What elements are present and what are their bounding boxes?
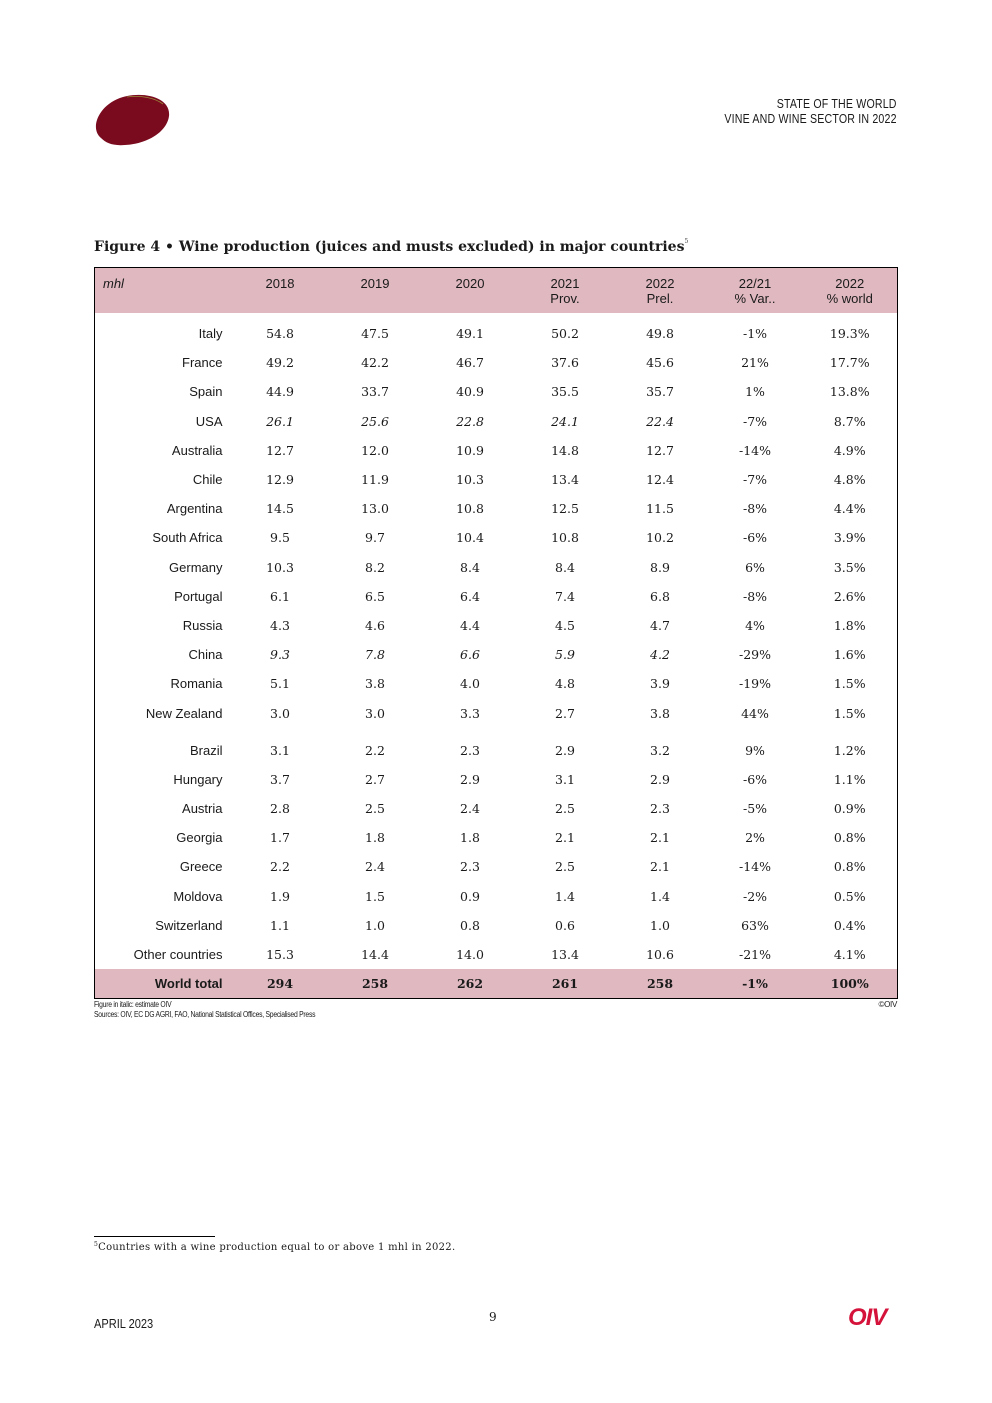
table-cell: 6% bbox=[745, 559, 765, 575]
table-cell: 10.3 bbox=[456, 472, 484, 488]
table-cell: 8.9 bbox=[650, 559, 670, 575]
table-cell: 13.4 bbox=[551, 947, 579, 963]
table-row bbox=[95, 377, 898, 406]
table-cell: -21% bbox=[738, 947, 771, 963]
table-notes bbox=[94, 1000, 315, 1020]
table-cell: -7% bbox=[742, 472, 768, 488]
table-cell: -2% bbox=[742, 888, 768, 904]
table-cell: 13.4 bbox=[551, 472, 579, 488]
table-cell: 0.4% bbox=[833, 917, 866, 933]
footer-date: APRIL 2023 bbox=[94, 1316, 154, 1331]
table-cell: 13.8% bbox=[829, 384, 870, 400]
table-cell: 2.9 bbox=[555, 742, 575, 758]
table-cell: 2.5 bbox=[365, 801, 385, 817]
table-row bbox=[95, 852, 898, 881]
table-cell: 294 bbox=[233, 969, 328, 999]
table-cell: 26.1 bbox=[266, 413, 294, 429]
table-row bbox=[95, 911, 898, 940]
table-row bbox=[95, 523, 898, 552]
table-cell: 1.2% bbox=[833, 742, 866, 758]
table-cell: 2.3 bbox=[460, 742, 480, 758]
table-cell: 2.5 bbox=[555, 859, 575, 875]
table-cell: 2.6% bbox=[833, 588, 866, 604]
column-header bbox=[518, 268, 613, 314]
table-cell: 47.5 bbox=[361, 326, 389, 342]
table-cell: 1.4 bbox=[555, 888, 575, 904]
table-cell: 3.3 bbox=[460, 705, 480, 721]
table-row bbox=[95, 728, 898, 765]
table-cell: -1% bbox=[708, 969, 803, 999]
country-name: France bbox=[182, 355, 223, 371]
table-cell: 2.7 bbox=[365, 771, 385, 787]
table-cell: 1.1% bbox=[833, 771, 866, 787]
total-row bbox=[95, 969, 898, 999]
table-cell: 4.4% bbox=[833, 501, 866, 517]
column-header-line1: 2020 bbox=[455, 276, 485, 291]
table-cell: 3.1 bbox=[270, 742, 290, 758]
table-cell: 4.8% bbox=[833, 472, 866, 488]
country-name: Germany bbox=[169, 559, 223, 575]
table-cell: 22.8 bbox=[456, 413, 484, 429]
table-cell: 12.5 bbox=[551, 501, 579, 517]
table-cell: 6.4 bbox=[460, 588, 480, 604]
table-cell: 0.8% bbox=[833, 830, 866, 846]
column-header-line1: 2022 bbox=[835, 276, 865, 291]
table-cell: 19.3% bbox=[829, 326, 870, 342]
table-cell: 45.6 bbox=[646, 355, 674, 371]
sources-note: Sources: OIV, EC DG AGRI, FAO, National Statistical Offices, Specialised Press bbox=[94, 1010, 316, 1019]
wine-production-table bbox=[94, 267, 898, 999]
table-cell: 261 bbox=[518, 969, 613, 999]
table-cell: 1.5 bbox=[365, 888, 385, 904]
table-cell: 4.8 bbox=[555, 676, 575, 692]
table-cell: 4.9% bbox=[833, 442, 866, 458]
table-row bbox=[95, 465, 898, 494]
table-row bbox=[95, 698, 898, 727]
table-cell: 1.9 bbox=[270, 888, 290, 904]
table-cell: 3.2 bbox=[650, 742, 670, 758]
table-cell: 4.6 bbox=[365, 617, 385, 633]
table-cell: 1.7 bbox=[270, 830, 290, 846]
column-header-line1: 2018 bbox=[265, 276, 295, 291]
column-header bbox=[803, 268, 898, 314]
table-cell: 11.5 bbox=[646, 501, 674, 517]
table-cell: 7.4 bbox=[555, 588, 575, 604]
table-cell: 10.8 bbox=[456, 501, 484, 517]
table-cell: 8.2 bbox=[365, 559, 385, 575]
table-cell: 50.2 bbox=[551, 326, 579, 342]
table-cell: 258 bbox=[613, 969, 708, 999]
country-name: Australia bbox=[171, 442, 223, 458]
country-name: Spain bbox=[189, 384, 223, 400]
table-cell: 10.9 bbox=[456, 442, 484, 458]
table-cell: 10.8 bbox=[551, 530, 579, 546]
table-cell: 4.4 bbox=[460, 617, 480, 633]
table-cell: -6% bbox=[742, 530, 768, 546]
table-cell: 6.1 bbox=[270, 588, 290, 604]
table-cell: 12.0 bbox=[361, 442, 389, 458]
table-cell: 4.2 bbox=[650, 647, 670, 663]
table-cell: 1.6% bbox=[833, 647, 866, 663]
table-cell: -1% bbox=[742, 326, 768, 342]
footnote-text: Countries with a wine production equal to or above 1 mhl in 2022. bbox=[98, 1242, 456, 1253]
table-cell: 4.5 bbox=[555, 617, 575, 633]
table-cell: 3.1 bbox=[555, 771, 575, 787]
table-row bbox=[95, 669, 898, 698]
table-cell: 0.5% bbox=[833, 888, 866, 904]
table-cell: -6% bbox=[742, 771, 768, 787]
table-cell: 4.1% bbox=[833, 947, 866, 963]
oiv-logo: OIV bbox=[848, 1304, 887, 1331]
table-cell: 1.5% bbox=[833, 676, 866, 692]
table-cell: 2.1 bbox=[650, 830, 670, 846]
footnote-divider bbox=[94, 1236, 215, 1237]
table-row bbox=[95, 765, 898, 794]
table-cell: 63% bbox=[741, 917, 769, 933]
table-cell: 10.6 bbox=[646, 947, 674, 963]
country-name: Russia bbox=[182, 617, 223, 633]
table-cell: 14.5 bbox=[266, 501, 294, 517]
table-cell: 2.1 bbox=[555, 830, 575, 846]
table-cell: 24.1 bbox=[551, 413, 579, 429]
table-cell: 2% bbox=[745, 830, 765, 846]
column-header-line2: % Var.. bbox=[734, 291, 776, 306]
table-cell: -14% bbox=[738, 442, 771, 458]
country-name: Chile bbox=[192, 472, 223, 488]
table-cell: 2.9 bbox=[650, 771, 670, 787]
table-cell: 2.5 bbox=[555, 801, 575, 817]
table-cell: 3.0 bbox=[365, 705, 385, 721]
table-cell: 3.7 bbox=[270, 771, 290, 787]
table-cell: -5% bbox=[742, 801, 768, 817]
table-row bbox=[95, 940, 898, 969]
table-cell: 100% bbox=[803, 969, 898, 999]
column-header bbox=[423, 268, 518, 314]
table-cell: 1.8 bbox=[460, 830, 480, 846]
table-row bbox=[95, 407, 898, 436]
table-cell: 37.6 bbox=[551, 355, 579, 371]
column-header-line2: Prel. bbox=[646, 291, 674, 306]
column-header-line2: Prov. bbox=[550, 291, 580, 306]
table-cell: 54.8 bbox=[266, 326, 294, 342]
table-cell: 10.2 bbox=[646, 530, 674, 546]
table-cell: 7.8 bbox=[365, 647, 385, 663]
table-cell: 0.9 bbox=[460, 888, 480, 904]
table-cell: 1.8% bbox=[833, 617, 866, 633]
table-row bbox=[95, 553, 898, 582]
table-cell: 9% bbox=[745, 742, 765, 758]
table-cell: -8% bbox=[742, 588, 768, 604]
table-cell: 12.9 bbox=[266, 472, 294, 488]
table-cell: 262 bbox=[423, 969, 518, 999]
country-name: Brazil bbox=[189, 742, 223, 758]
table-cell: -8% bbox=[742, 501, 768, 517]
table-cell: 12.7 bbox=[646, 442, 674, 458]
table-cell: 2.3 bbox=[460, 859, 480, 875]
table-cell: 4.0 bbox=[460, 676, 480, 692]
table-cell: 1.1 bbox=[270, 917, 290, 933]
unit-label: mhl bbox=[95, 268, 233, 314]
figure-title bbox=[94, 238, 688, 255]
table-cell: 5.1 bbox=[270, 676, 290, 692]
table-cell: 2.1 bbox=[650, 859, 670, 875]
country-name: New Zealand bbox=[145, 705, 223, 721]
table-row bbox=[95, 436, 898, 465]
table-cell: 25.6 bbox=[361, 413, 389, 429]
table-cell: 9.7 bbox=[365, 530, 385, 546]
footnote bbox=[94, 1241, 455, 1253]
figure-title-text: Figure 4 • Wine production (juices and musts excluded) in major countries bbox=[94, 239, 685, 255]
table-cell: 40.9 bbox=[456, 384, 484, 400]
country-name: Hungary bbox=[173, 771, 223, 787]
table-row bbox=[95, 582, 898, 611]
country-name: Austria bbox=[182, 801, 223, 817]
country-name: USA bbox=[195, 413, 223, 429]
table-cell: 42.2 bbox=[361, 355, 389, 371]
column-header-line1: 2022 bbox=[645, 276, 675, 291]
footnote-number: 5 bbox=[94, 1241, 99, 1248]
country-name: Switzerland bbox=[155, 917, 223, 933]
table-cell: 12.7 bbox=[266, 442, 294, 458]
report-header bbox=[725, 97, 897, 127]
table-row bbox=[95, 640, 898, 669]
column-header-line2: % world bbox=[826, 291, 873, 306]
table-cell: 21% bbox=[741, 355, 769, 371]
table-cell: 2.4 bbox=[460, 801, 480, 817]
table-cell: 4.3 bbox=[270, 617, 290, 633]
table-cell: 10.4 bbox=[456, 530, 484, 546]
country-name: Georgia bbox=[176, 830, 223, 846]
table-cell: 44.9 bbox=[266, 384, 294, 400]
table-cell: 22.4 bbox=[646, 413, 674, 429]
table-row bbox=[95, 794, 898, 823]
table-cell: 9.5 bbox=[270, 530, 290, 546]
table-cell: 0.8 bbox=[460, 917, 480, 933]
page-number: 9 bbox=[489, 1310, 497, 1324]
table-cell: -19% bbox=[738, 676, 771, 692]
column-header-line1: 2019 bbox=[360, 276, 390, 291]
table-row bbox=[95, 348, 898, 377]
table-cell: 8.4 bbox=[460, 559, 480, 575]
table-cell: 2.2 bbox=[270, 859, 290, 875]
italic-estimate-note: Figure in italic: estimate OIV bbox=[94, 1000, 172, 1009]
table-row bbox=[95, 313, 898, 348]
table-cell: 35.7 bbox=[646, 384, 674, 400]
table-cell: 2.4 bbox=[365, 859, 385, 875]
table-cell: 15.3 bbox=[266, 947, 294, 963]
country-name: Moldova bbox=[173, 888, 223, 904]
table-header-row bbox=[95, 268, 898, 314]
table-cell: 3.8 bbox=[365, 676, 385, 692]
table-cell: 49.8 bbox=[646, 326, 674, 342]
column-header-line1: 22/21 bbox=[738, 276, 772, 291]
table-cell: 1.5% bbox=[833, 705, 866, 721]
table-cell: 2.3 bbox=[650, 801, 670, 817]
table-cell: 2.2 bbox=[365, 742, 385, 758]
table-row bbox=[95, 882, 898, 911]
table-cell: 35.5 bbox=[551, 384, 579, 400]
table-cell: 3.9 bbox=[650, 676, 670, 692]
table-cell: 0.6 bbox=[555, 917, 575, 933]
column-header bbox=[613, 268, 708, 314]
table-row bbox=[95, 611, 898, 640]
table-cell: 17.7% bbox=[829, 355, 870, 371]
country-name: South Africa bbox=[152, 530, 223, 546]
table-cell: -29% bbox=[738, 647, 771, 663]
table-cell: 14.0 bbox=[456, 947, 484, 963]
table-cell: 44% bbox=[741, 705, 769, 721]
table-cell: 3.5% bbox=[833, 559, 866, 575]
table-cell: 14.8 bbox=[551, 442, 579, 458]
table-cell: 3.8 bbox=[650, 705, 670, 721]
table-cell: -14% bbox=[738, 859, 771, 875]
table-cell: 4.7 bbox=[650, 617, 670, 633]
table-cell: 1.0 bbox=[365, 917, 385, 933]
oiv-grape-logo bbox=[93, 94, 171, 146]
column-header bbox=[708, 268, 803, 314]
table-cell: 13.0 bbox=[361, 501, 389, 517]
table-cell: 46.7 bbox=[456, 355, 484, 371]
table-cell: 2.9 bbox=[460, 771, 480, 787]
header-line-2: VINE AND WINE SECTOR IN 2022 bbox=[724, 112, 897, 126]
table-cell: 1.8 bbox=[365, 830, 385, 846]
table-cell: 8.7% bbox=[833, 413, 866, 429]
table-cell: 1.0 bbox=[650, 917, 670, 933]
table-cell: 33.7 bbox=[361, 384, 389, 400]
country-name: China bbox=[188, 647, 223, 663]
table-cell: 2.8 bbox=[270, 801, 290, 817]
table-row bbox=[95, 494, 898, 523]
table-cell: 1.4 bbox=[650, 888, 670, 904]
copyright-note: ©OIV bbox=[878, 1000, 897, 1009]
table-cell: -7% bbox=[742, 413, 768, 429]
country-name: World total bbox=[95, 969, 233, 999]
country-name: Other countries bbox=[133, 947, 223, 963]
table-cell: 258 bbox=[328, 969, 423, 999]
table-cell: 5.9 bbox=[555, 647, 575, 663]
country-name: Portugal bbox=[174, 588, 223, 604]
table-cell: 12.4 bbox=[646, 472, 674, 488]
table-row bbox=[95, 823, 898, 852]
table-cell: 3.9% bbox=[833, 530, 866, 546]
country-name: Romania bbox=[170, 676, 223, 692]
table-cell: 2.7 bbox=[555, 705, 575, 721]
table-cell: 0.9% bbox=[833, 801, 866, 817]
table-cell: 1% bbox=[745, 384, 765, 400]
table-cell: 9.3 bbox=[270, 647, 290, 663]
table-cell: 11.9 bbox=[361, 472, 389, 488]
header-line-1: STATE OF THE WORLD bbox=[777, 97, 897, 111]
country-name: Greece bbox=[179, 859, 223, 875]
column-header bbox=[233, 268, 328, 314]
column-header bbox=[328, 268, 423, 314]
table-cell: 6.8 bbox=[650, 588, 670, 604]
table-cell: 10.3 bbox=[266, 559, 294, 575]
table-cell: 8.4 bbox=[555, 559, 575, 575]
column-header-line1: 2021 bbox=[550, 276, 580, 291]
country-name: Italy bbox=[198, 326, 223, 342]
table-cell: 14.4 bbox=[361, 947, 389, 963]
country-name: Argentina bbox=[166, 501, 223, 517]
table-cell: 3.0 bbox=[270, 705, 290, 721]
figure-footnote-ref: 5 bbox=[684, 238, 689, 245]
table-cell: 0.8% bbox=[833, 859, 866, 875]
table-cell: 49.1 bbox=[456, 326, 484, 342]
table-cell: 6.5 bbox=[365, 588, 385, 604]
table-cell: 6.6 bbox=[460, 647, 480, 663]
table-cell: 49.2 bbox=[266, 355, 294, 371]
table-cell: 4% bbox=[745, 617, 765, 633]
